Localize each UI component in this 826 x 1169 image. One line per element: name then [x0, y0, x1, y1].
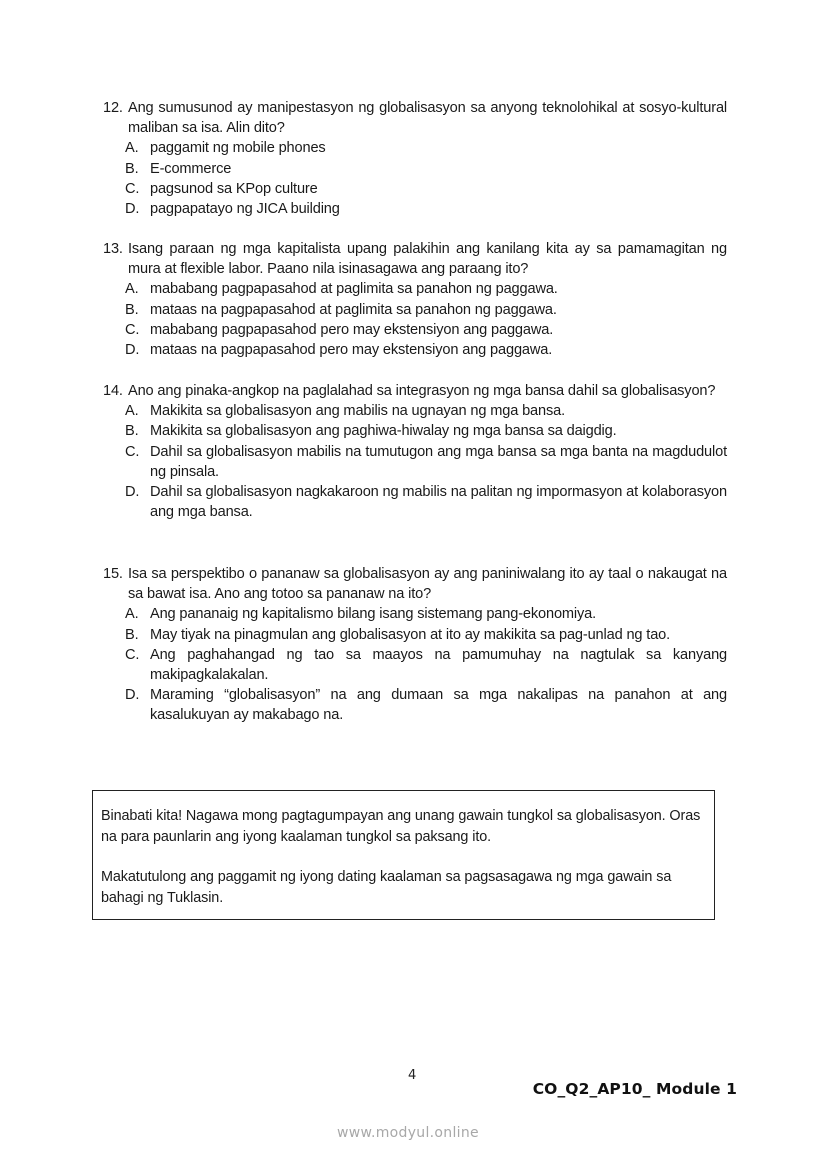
- question-stem: [103, 239, 727, 279]
- choice-letter: D.: [125, 201, 140, 218]
- question-stem: [103, 564, 727, 604]
- question-text: Isa sa perspektibo o pananaw sa globalisasyon ay ang paniniwalang ito ay taal o nakaugat na sa bawat isa. Ano ang totoo sa pananaw na ito?: [128, 566, 727, 603]
- question-text: Ano ang pinaka-angkop na paglalahad sa integrasyon ng mga bansa dahil sa globalisasyon?: [128, 383, 716, 399]
- notice-box: [92, 790, 715, 920]
- choice-b: [103, 625, 727, 645]
- choice-text: mataas na pagpapasahod pero may ekstensiyon ang paggawa.: [150, 342, 553, 359]
- question-12: [103, 98, 727, 219]
- choice-letter: C.: [125, 180, 140, 197]
- choice-letter: C.: [125, 443, 140, 460]
- choice-c: [103, 645, 727, 685]
- choice-letter: B.: [125, 626, 139, 643]
- choice-c: [103, 320, 727, 340]
- choice-letter: D.: [125, 484, 140, 501]
- choice-list: [103, 401, 727, 522]
- choice-b: [103, 421, 727, 441]
- watermark: www.modyul.online: [337, 1125, 479, 1141]
- question-14: [103, 381, 727, 522]
- choice-a: [103, 604, 727, 624]
- choice-list: [103, 279, 727, 360]
- choice-letter: D.: [125, 342, 140, 359]
- question-number: 15.: [103, 566, 123, 582]
- choice-b: [103, 300, 727, 320]
- choice-text: May tiyak na pinagmulan ang globalisasyon at ito ay makikita sa pag-unlad ng tao.: [150, 626, 671, 643]
- choice-c: [103, 442, 727, 482]
- choice-text: pagpapatayo ng JICA building: [150, 201, 340, 218]
- module-code: CO_Q2_AP10_ Module 1: [532, 1080, 737, 1098]
- choice-text: Maraming “globalisasyon” na ang dumaan sa mga nakalipas na panahon at ang kasalukuyan ay makabago na.: [150, 687, 727, 724]
- question-text: Ang sumusunod ay manipestasyon ng globalisasyon sa anyong teknolohikal at sosyo-kultural maliban sa isa. Alin dito?: [128, 100, 727, 137]
- question-number: 13.: [103, 241, 123, 257]
- choice-a: [103, 279, 727, 299]
- choice-letter: B.: [125, 301, 139, 318]
- choice-text: mababang pagpapasahod pero may ekstensiyon ang paggawa.: [150, 321, 554, 338]
- choice-a: [103, 401, 727, 421]
- choice-d: [103, 685, 727, 725]
- question-15: [103, 564, 727, 726]
- choice-d: [103, 340, 727, 360]
- question-number: 14.: [103, 383, 123, 399]
- choice-letter: B.: [125, 160, 139, 177]
- choice-text: mataas na pagpapasahod at paglimita sa panahon ng paggawa.: [150, 301, 557, 318]
- choice-letter: C.: [125, 321, 140, 338]
- question-number: 12.: [103, 100, 123, 116]
- choice-text: mababang pagpapasahod at paglimita sa panahon ng paggawa.: [150, 281, 558, 298]
- choice-a: [103, 138, 727, 158]
- question-text: Isang paraan ng mga kapitalista upang palakihin ang kanilang kita ay sa pamamagitan ng mura at flexible labor. Paano nila isinasagawa ang paraang ito?: [128, 241, 727, 278]
- choice-d: [103, 199, 727, 219]
- choice-text: Dahil sa globalisasyon mabilis na tumutugon ang mga bansa sa mga banta na magdudulot ng pinsala.: [150, 443, 727, 480]
- choice-text: paggamit ng mobile phones: [150, 140, 326, 157]
- choice-text: Ang paghahangad ng tao sa maayos na pamumuhay na nagtulak sa kanyang makipagkalakalan.: [150, 646, 727, 684]
- choice-letter: B.: [125, 423, 139, 440]
- choice-text: Makikita sa globalisasyon ang mabilis na ugnayan ng mga bansa.: [150, 403, 565, 420]
- choice-text: Dahil sa globalisasyon nagkakaroon ng mabilis na palitan ng impormasyon at kolaborasyon ang mga bansa.: [150, 484, 727, 521]
- notice-paragraph-2: Makatutulong ang paggamit ng iyong dating kaalaman sa pagsasagawa ng mga gawain sa bahagi ng Tuklasin.: [101, 869, 672, 906]
- question-13: [103, 239, 727, 360]
- notice-paragraph-1: Binabati kita! Nagawa mong pagtagumpayan ang unang gawain tungkol sa globalisasyon. Oras na para paunlarin ang iyong kaalaman tungkol sa paksang ito.: [101, 808, 701, 845]
- question-stem: [103, 98, 727, 138]
- question-stem: [103, 381, 727, 401]
- choice-letter: A.: [125, 403, 139, 420]
- choice-text: Ang pananaig ng kapitalismo bilang isang sistemang pang-ekonomiya.: [150, 606, 597, 623]
- choice-letter: A.: [125, 606, 139, 623]
- choice-c: [103, 179, 727, 199]
- choice-b: [103, 159, 727, 179]
- choice-text: E-commerce: [150, 160, 232, 177]
- choice-text: Makikita sa globalisasyon ang paghiwa-hiwalay ng mga bansa sa daigdig.: [150, 423, 617, 440]
- choice-letter: A.: [125, 281, 139, 298]
- choice-text: pagsunod sa KPop culture: [150, 180, 318, 197]
- choice-letter: C.: [125, 646, 140, 663]
- choice-list: [103, 604, 727, 725]
- choice-letter: D.: [125, 687, 140, 704]
- choice-letter: A.: [125, 140, 139, 157]
- page-number: 4: [408, 1068, 417, 1083]
- choice-d: [103, 482, 727, 522]
- choice-list: [103, 138, 727, 219]
